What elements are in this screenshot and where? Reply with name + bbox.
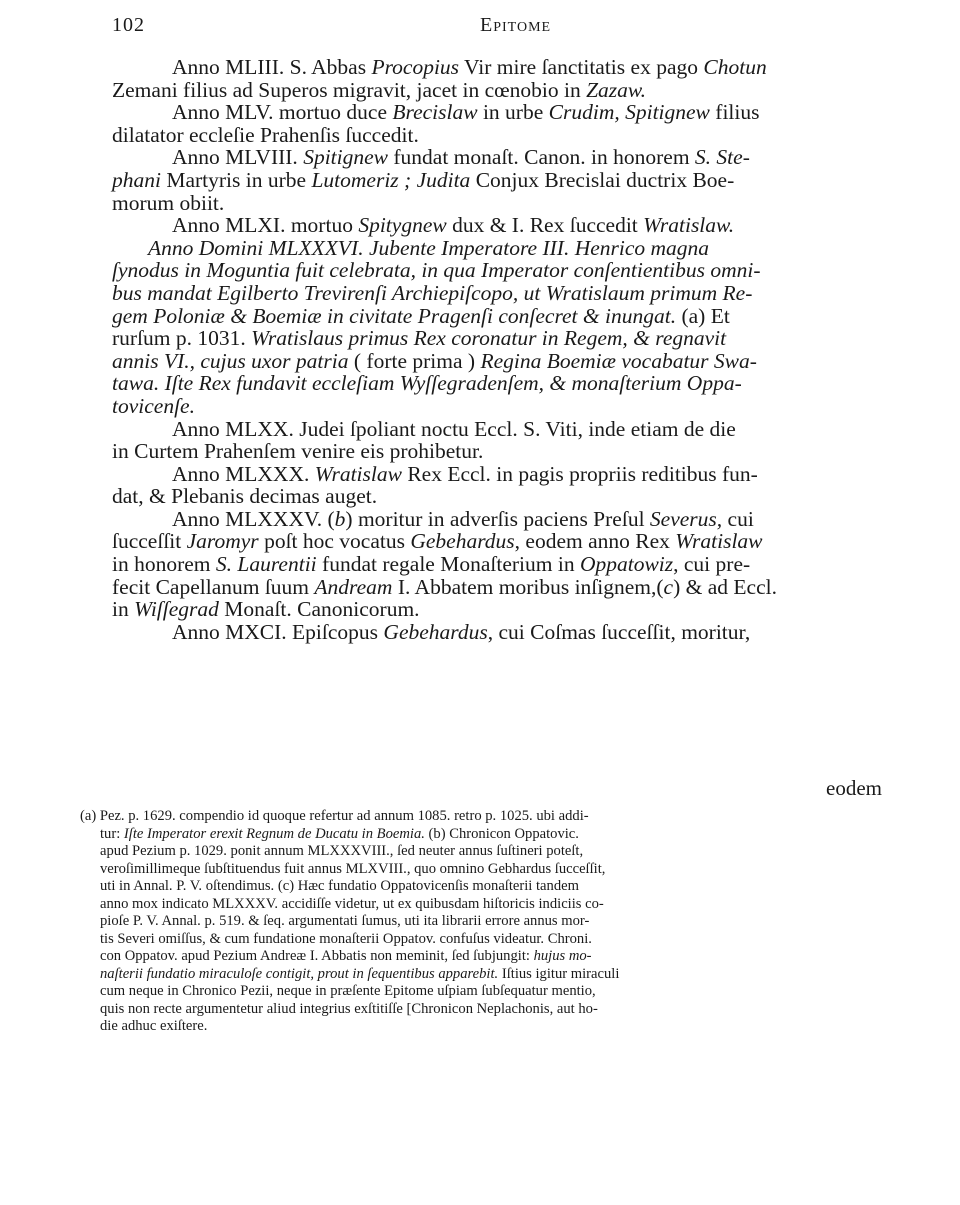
main-text: [112, 56, 918, 643]
footnotes: [80, 808, 910, 1036]
text-run: fundat monaſt. Canon. in honorem: [388, 145, 695, 170]
text-line: [112, 305, 918, 328]
text-line: [112, 440, 918, 463]
text-run: in urbe: [477, 100, 549, 125]
text-run: apud Pezium p. 1029. ponit annum MLXXXVIII., ſed neuter annus ſuſtineri poteſt,: [100, 843, 584, 859]
footnote-line: [80, 966, 910, 984]
italic-run: Chotun: [703, 55, 767, 79]
italic-run: naſterii fundatio miraculoſe contigit, prout in ſequentibus apparebit.: [100, 965, 499, 982]
footnote-line: [80, 808, 910, 826]
text-run: Anno MLXX. Judei ſpoliant noctu Eccl. S. Viti, inde etiam de die: [172, 416, 736, 441]
text-run: morum obiit.: [112, 190, 225, 215]
text-run: in honorem: [112, 552, 216, 577]
text-run: veroſimillimeque ſubſtituendus fuit annus MLXVIII., quo omnino Gebhardus ſucceſſit,: [100, 860, 606, 877]
footnote-line: [80, 861, 910, 879]
text-run: Vir mire ſanctitatis ex pago: [459, 55, 704, 79]
footnote-line: [80, 931, 910, 949]
italic-run: Wratislaw: [314, 461, 402, 486]
text-line: [112, 395, 918, 418]
text-line: [112, 621, 918, 644]
italic-run: Regina Boemiæ vocabatur Swa-: [480, 348, 757, 373]
text-run: in Curtem Prahenſem venire eis prohibetur.: [112, 439, 484, 464]
text-line: [112, 56, 918, 79]
text-line: [112, 259, 918, 282]
text-line: [112, 508, 918, 531]
text-run: tis Severi omiſſus, & cum fundatione monaſterii Oppatov. confuſus videatur. Chroni.: [100, 930, 592, 947]
text-run: tur:: [100, 825, 124, 842]
text-line: [112, 237, 918, 260]
text-run: Anno MLXXX.: [172, 461, 315, 486]
italic-run: Spitygnew: [358, 213, 447, 238]
italic-run: Procopius: [371, 55, 460, 79]
text-run: filius: [709, 100, 760, 125]
text-run: ) & ad Eccl.: [673, 574, 777, 599]
text-run: dux & I. Rex ſuccedit: [446, 213, 644, 238]
italic-run: Anno Domini MLXXXVI. Jubente Imperatore III. Henrico magna: [148, 235, 710, 260]
footnote-line: [80, 843, 910, 861]
italic-run: Lutomeriz ; Judita: [311, 167, 471, 192]
text-run: Martyris in urbe: [160, 167, 312, 192]
text-run: Anno MLXXXV. (: [172, 506, 335, 531]
italic-run: tovicenſe.: [112, 393, 195, 418]
text-run: Conjux Brecislai ductrix Boe-: [470, 167, 735, 192]
text-run: poſt hoc vocatus: [258, 529, 411, 554]
italic-run: Brecislaw: [392, 100, 478, 125]
text-run: , cui pre-: [673, 552, 751, 577]
text-line: [112, 79, 918, 102]
italic-run: ſynodus in Moguntia fuit celebrata, in qua Imperator conſentientibus omni-: [112, 258, 761, 283]
text-line: [112, 485, 918, 508]
text-line: [112, 214, 918, 237]
text-line: [112, 101, 918, 124]
italic-run: Iſte Imperator erexit Regnum de Ducatu in Boemia.: [123, 825, 425, 842]
footnote-line: [80, 983, 910, 1001]
text-run: (a) Pez. p. 1629. compendio id quoque refertur ad annum 1085. retro p. 1025. ubi addi-: [80, 808, 589, 824]
text-line: [112, 530, 918, 553]
text-line: [112, 598, 918, 621]
italic-run: Zazaw.: [586, 77, 647, 102]
footnote-line: [80, 826, 910, 844]
italic-run: Wiſſegrad: [134, 597, 219, 622]
italic-run: Jaromyr: [186, 529, 259, 554]
italic-run: Andream: [314, 574, 393, 599]
text-run: uti in Annal. P. V. oſtendimus. (c) Hæc fundatio Oppatovicenſis monaſterii tandem: [100, 878, 579, 894]
text-run: Anno MLVIII.: [172, 145, 304, 170]
italic-run: annis VI., cujus uxor patria: [112, 348, 349, 373]
page-number: 102: [112, 14, 145, 36]
text-line: [112, 146, 918, 169]
footnote-line: [80, 1018, 910, 1036]
text-run: Zemani filius ad Superos migravit, jacet in cœnobio in: [112, 77, 587, 102]
text-line: [112, 282, 918, 305]
text-line: [112, 350, 918, 373]
italic-run: phani: [112, 167, 161, 192]
text-line: [112, 192, 918, 215]
text-run: Anno MLIII. S. Abbas: [172, 55, 372, 79]
text-run: fecit Capellanum ſuum: [112, 574, 315, 599]
catchword: eodem: [826, 776, 882, 800]
italic-run: hujus mo-: [533, 948, 592, 964]
text-run: ) moritur in adverſis paciens Preſul: [345, 506, 650, 531]
italic-run: Severus,: [649, 506, 723, 531]
text-run: anno mox indicato MLXXXV. accidiſſe videtur, ut ex quibusdam hiſtoricis indiciis co-: [100, 895, 604, 912]
text-line: [112, 576, 918, 599]
text-run: ( forte prima ): [348, 348, 481, 373]
italic-run: Gebehardus: [383, 619, 488, 644]
text-run: , eodem anno Rex: [514, 529, 676, 554]
text-line: [112, 463, 918, 486]
text-run: in: [112, 597, 135, 622]
text-run: dat, & Plebanis decimas auget.: [112, 484, 378, 509]
text-run: Rex Eccl. in pagis propriis reditibus fun-: [401, 461, 758, 486]
italic-run: Oppatowiz: [579, 552, 674, 577]
footnote-line: [80, 1001, 910, 1019]
italic-run: tawa. Iſte Rex fundavit eccleſiam Wyſſegradenſem, & monaſterium Oppa-: [112, 371, 742, 396]
text-run: , cui Coſmas ſucceſſit, moritur,: [487, 619, 751, 644]
running-title: Epitome: [480, 14, 552, 36]
footnote-line: [80, 878, 910, 896]
italic-run: gem Poloniæ & Boemiæ in civitate Pragenſi conſecret & inungat.: [112, 303, 677, 328]
italic-run: Crudim, Spitignew: [548, 100, 710, 125]
text-run: cum neque in Chronico Pezii, neque in præſente Epitome uſpiam ſubſequatur mentio,: [100, 983, 596, 999]
text-run: fundat regale Monaſterium in: [316, 552, 580, 577]
text-run: ſucceſſit: [112, 529, 187, 554]
italic-run: bus mandat Egilberto Trevirenſi Archiepiſcopo, ut Wratislaum primum Re-: [112, 280, 753, 305]
text-line: [112, 124, 918, 147]
italic-run: Wratislaus primus Rex coronatur in Regem, & regnavit: [251, 326, 727, 351]
text-line: [112, 372, 918, 395]
italic-run: Gebehardus: [410, 529, 515, 554]
text-line: [112, 169, 918, 192]
footnote-line: [80, 913, 910, 931]
italic-run: c: [663, 574, 674, 599]
text-run: cui: [722, 506, 754, 531]
text-line: [112, 553, 918, 576]
text-run: (a) Et: [676, 303, 730, 328]
text-run: con Oppatov. apud Pezium Andreæ I. Abbatis non meminit, ſed ſubjungit:: [100, 948, 534, 964]
italic-run: Spitignew: [303, 145, 388, 170]
text-run: quis non recte argumentetur aliud integrius exſtitiſſe [Chronicon Neplachonis, aut ho-: [100, 1000, 598, 1017]
text-run: Anno MLV. mortuo duce: [172, 100, 393, 125]
text-run: pioſe P. V. Annal. p. 519. & ſeq. argumentati ſumus, uti ita librarii errore annus mor-: [100, 913, 590, 929]
italic-run: S. Ste-: [694, 145, 750, 170]
footnote-line: [80, 896, 910, 914]
text-run: (b) Chronicon Oppatovic.: [424, 825, 579, 842]
text-run: I. Abbatem moribus inſignem,(: [392, 574, 664, 599]
text-run: dilatator eccleſie Prahenſis ſuccedit.: [112, 122, 419, 147]
text-line: [112, 418, 918, 441]
italic-run: S. Laurentii: [215, 552, 317, 577]
text-run: die adhuc exiſtere.: [100, 1018, 208, 1034]
text-run: Anno MXCI. Epiſcopus: [172, 619, 384, 644]
footnote-line: [80, 948, 910, 966]
text-line: [112, 327, 918, 350]
page-header: [112, 14, 912, 40]
text-run: Monaſt. Canonicorum.: [218, 597, 420, 622]
text-run: Iſtius igitur miraculi: [498, 965, 620, 982]
italic-run: Wratislaw: [675, 529, 763, 554]
italic-run: Wratislaw.: [643, 213, 735, 238]
text-run: Anno MLXI. mortuo: [172, 213, 359, 238]
text-run: rurſum p. 1031.: [112, 326, 252, 351]
italic-run: b: [334, 506, 346, 531]
